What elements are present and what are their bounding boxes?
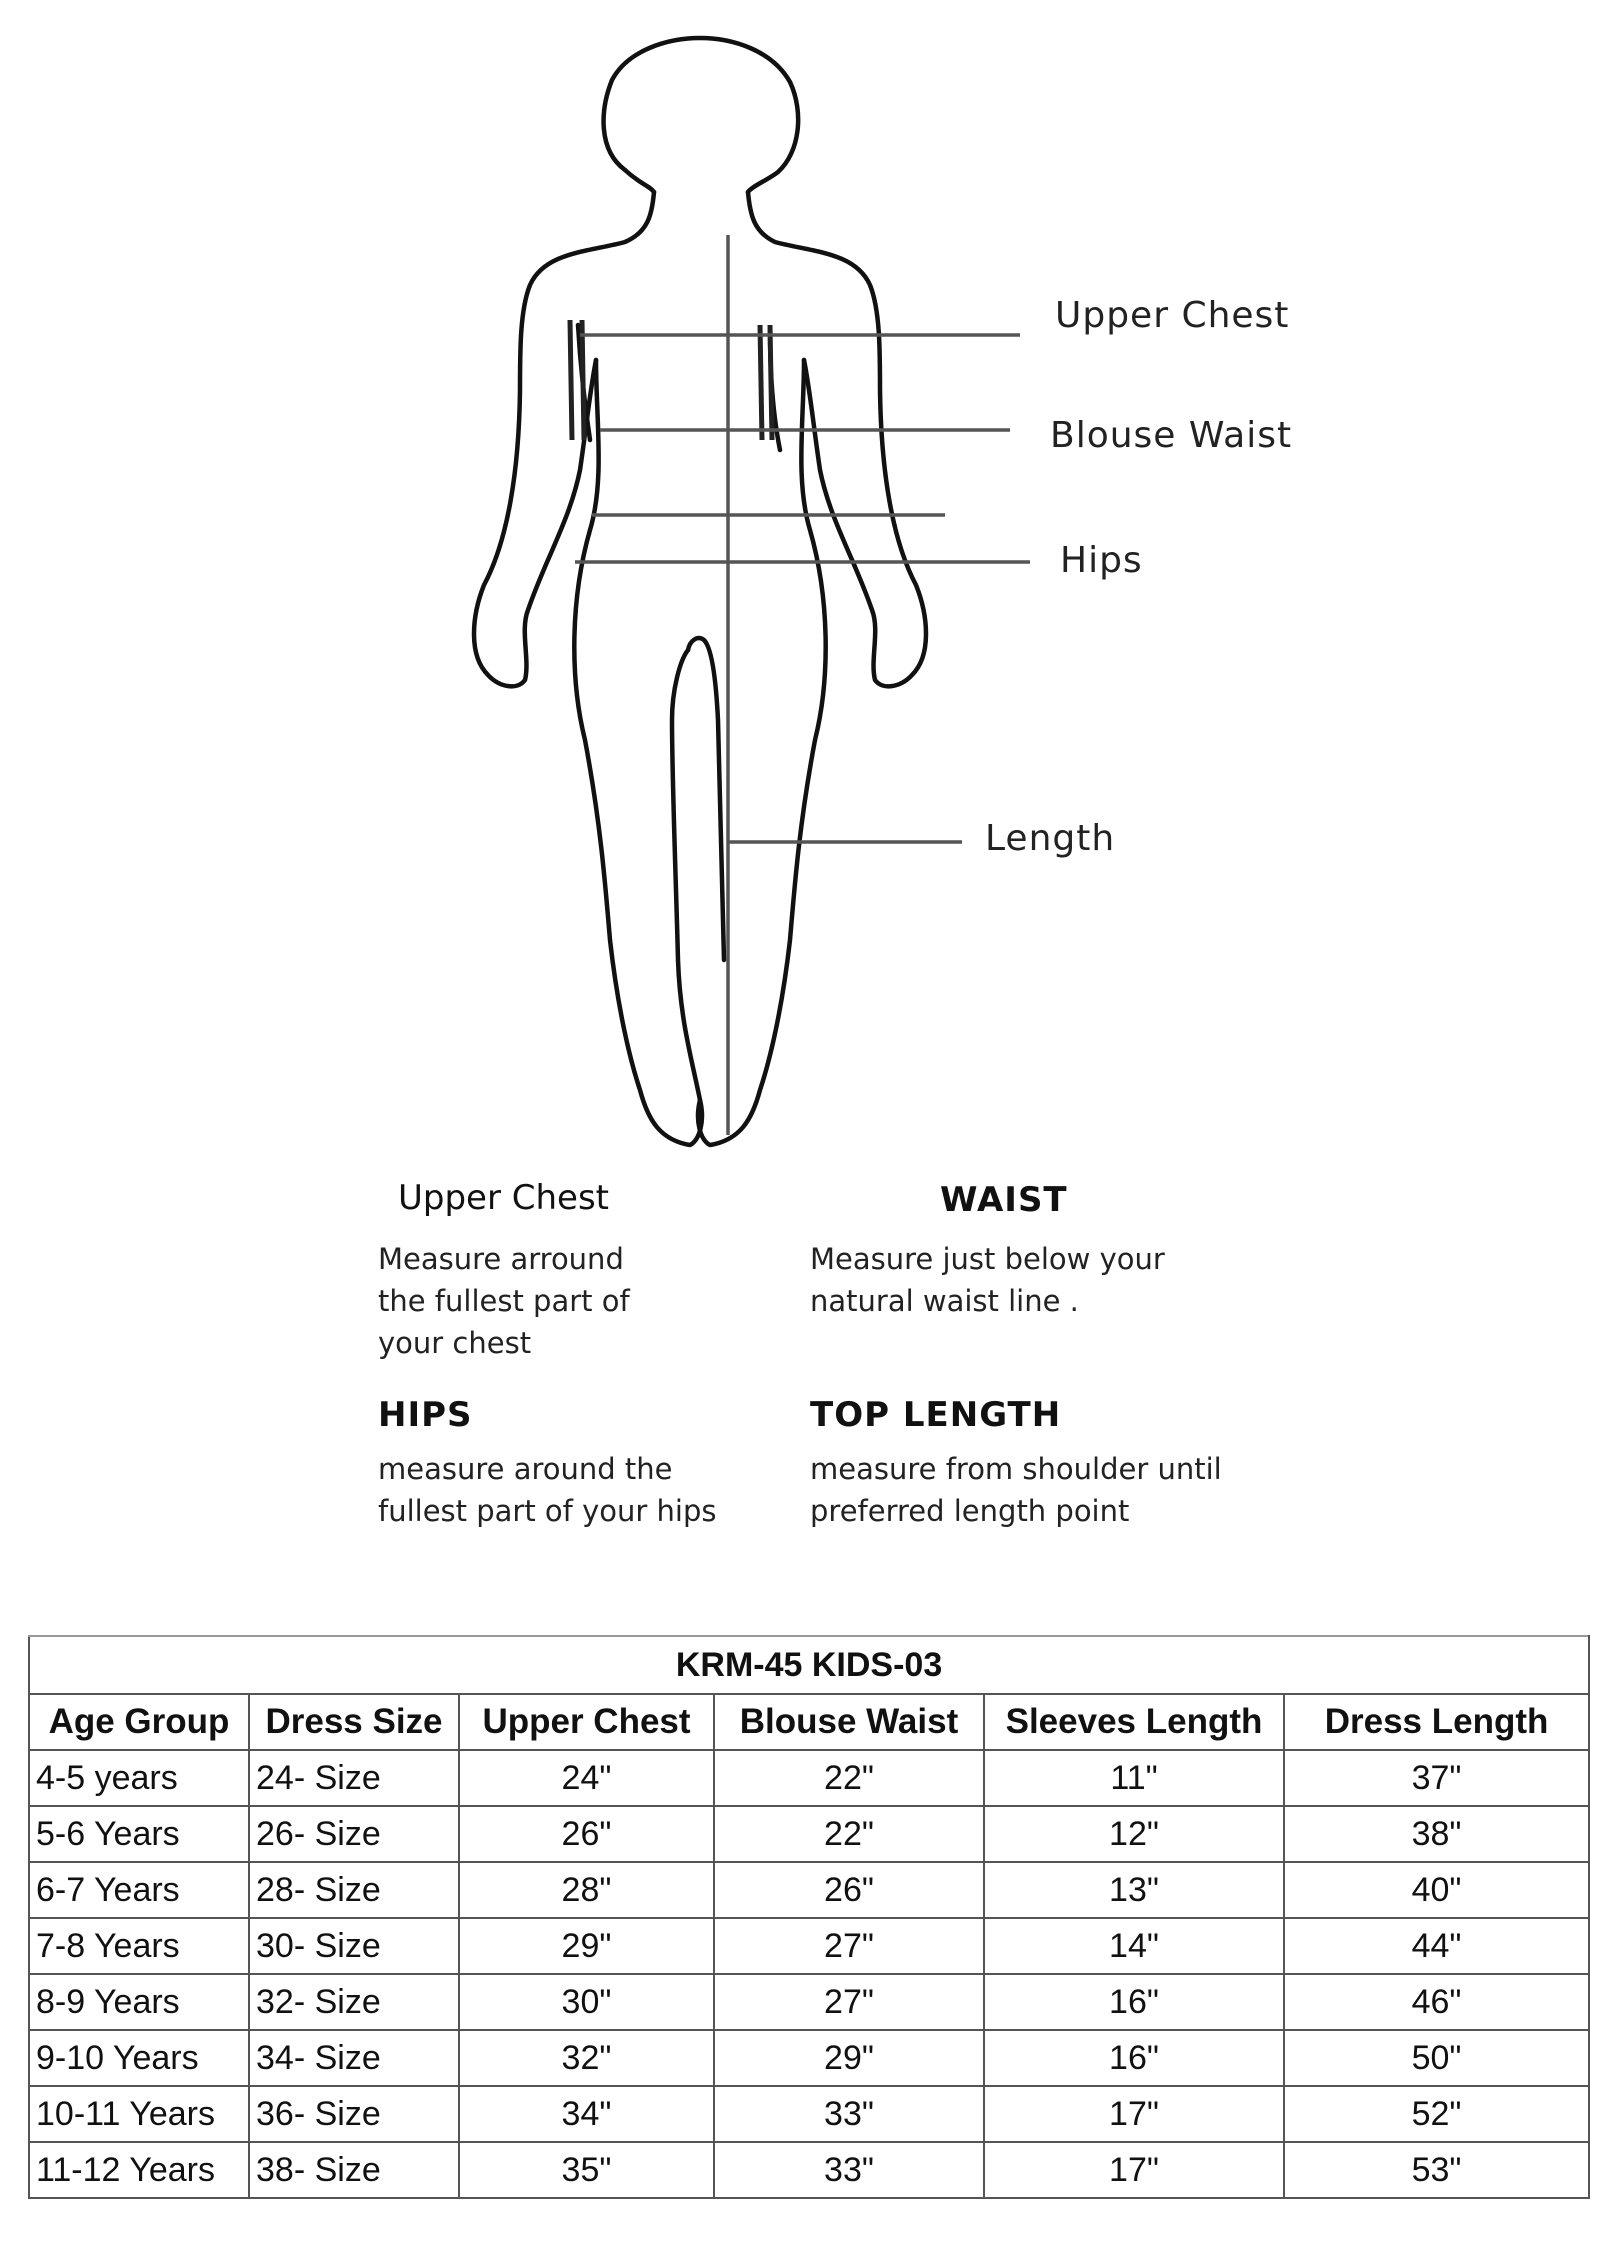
cell-dress-length: 40" — [1284, 1862, 1589, 1918]
hair-outline — [625, 170, 654, 192]
column-header-age-group: Age Group — [29, 1694, 249, 1750]
cell-sleeves-length: 14" — [984, 1918, 1284, 1974]
cell-upper-chest: 24" — [459, 1750, 714, 1806]
cell-dress-size: 26- Size — [249, 1806, 459, 1862]
cell-dress-size: 34- Size — [249, 2030, 459, 2086]
cell-age-group: 10-11 Years — [29, 2086, 249, 2142]
cell-dress-size: 36- Size — [249, 2086, 459, 2142]
instruction-desc-top-length — [810, 1448, 1222, 1532]
table-row — [29, 1750, 1589, 1806]
table-row — [29, 2030, 1589, 2086]
head-outline — [604, 38, 799, 192]
cell-dress-length: 37" — [1284, 1750, 1589, 1806]
cell-upper-chest: 29" — [459, 1918, 714, 1974]
cell-blouse-waist: 22" — [714, 1806, 984, 1862]
instruction-title-upper-chest: Upper Chest — [398, 1178, 610, 1218]
column-header-dress-length: Dress Length — [1284, 1694, 1589, 1750]
instruction-line: measure from shoulder until — [810, 1452, 1222, 1486]
instruction-title-top-length: TOP LENGTH — [810, 1395, 1062, 1435]
callout-length: Length — [985, 818, 1116, 859]
cell-upper-chest: 28" — [459, 1862, 714, 1918]
size-chart-table — [28, 1635, 1590, 2199]
table-row — [29, 1918, 1589, 1974]
table-row — [29, 1974, 1589, 2030]
callout-blouse-waist: Blouse Waist — [1050, 415, 1293, 456]
cell-age-group: 6-7 Years — [29, 1862, 249, 1918]
table-header-row — [29, 1694, 1589, 1750]
callout-upper-chest: Upper Chest — [1055, 295, 1290, 336]
cell-dress-size: 30- Size — [249, 1918, 459, 1974]
table-row — [29, 1862, 1589, 1918]
cell-dress-length: 50" — [1284, 2030, 1589, 2086]
instruction-line: Measure arround — [378, 1242, 624, 1276]
instruction-desc-hips — [378, 1448, 716, 1532]
cell-blouse-waist: 33" — [714, 2086, 984, 2142]
cell-sleeves-length: 12" — [984, 1806, 1284, 1862]
table-row — [29, 2142, 1589, 2198]
table-body — [29, 1750, 1589, 2198]
cell-sleeves-length: 13" — [984, 1862, 1284, 1918]
cell-upper-chest: 26" — [459, 1806, 714, 1862]
table-title-row — [29, 1636, 1589, 1694]
cell-age-group: 7-8 Years — [29, 1918, 249, 1974]
table-row — [29, 2086, 1589, 2142]
cell-blouse-waist: 33" — [714, 2142, 984, 2198]
cell-sleeves-length: 17" — [984, 2142, 1284, 2198]
right-armhole-mark — [760, 325, 772, 440]
cell-dress-length: 52" — [1284, 2086, 1589, 2142]
left-side-outline — [474, 192, 654, 686]
cell-upper-chest: 35" — [459, 2142, 714, 2198]
cell-age-group: 4-5 years — [29, 1750, 249, 1806]
cell-sleeves-length: 17" — [984, 2086, 1284, 2142]
callout-hips: Hips — [1060, 540, 1143, 581]
cell-upper-chest: 30" — [459, 1974, 714, 2030]
cell-dress-size: 28- Size — [249, 1862, 459, 1918]
cell-age-group: 9-10 Years — [29, 2030, 249, 2086]
table-title: KRM-45 KIDS-03 — [29, 1636, 1589, 1694]
cell-dress-length: 44" — [1284, 1918, 1589, 1974]
right-side-outline — [748, 192, 926, 686]
cell-sleeves-length: 16" — [984, 2030, 1284, 2086]
table-row — [29, 1806, 1589, 1862]
cell-dress-size: 32- Size — [249, 1974, 459, 2030]
cell-dress-length: 38" — [1284, 1806, 1589, 1862]
torso-left-outline — [574, 360, 702, 1145]
cell-dress-size: 38- Size — [249, 2142, 459, 2198]
cell-dress-length: 53" — [1284, 2142, 1589, 2198]
cell-blouse-waist: 22" — [714, 1750, 984, 1806]
column-header-upper-chest: Upper Chest — [459, 1694, 714, 1750]
instruction-line: Measure just below your — [810, 1242, 1165, 1276]
instruction-line: natural waist line . — [810, 1284, 1079, 1318]
instruction-desc-waist — [810, 1238, 1165, 1322]
cell-dress-length: 46" — [1284, 1974, 1589, 2030]
instruction-title-waist: WAIST — [940, 1180, 1068, 1220]
instruction-desc-upper-chest — [378, 1238, 630, 1364]
cell-upper-chest: 34" — [459, 2086, 714, 2142]
crotch-outline — [688, 638, 724, 960]
cell-blouse-waist: 26" — [714, 1862, 984, 1918]
cell-age-group: 8-9 Years — [29, 1974, 249, 2030]
instruction-line: fullest part of your hips — [378, 1494, 717, 1528]
instruction-line: measure around the — [378, 1452, 673, 1486]
cell-blouse-waist: 29" — [714, 2030, 984, 2086]
cell-age-group: 11-12 Years — [29, 2142, 249, 2198]
cell-age-group: 5-6 Years — [29, 1806, 249, 1862]
instruction-title-hips: HIPS — [378, 1395, 473, 1435]
column-header-sleeves-length: Sleeves Length — [984, 1694, 1284, 1750]
cell-sleeves-length: 11" — [984, 1750, 1284, 1806]
instruction-line: the fullest part of — [378, 1284, 630, 1318]
cell-blouse-waist: 27" — [714, 1974, 984, 2030]
column-header-blouse-waist: Blouse Waist — [714, 1694, 984, 1750]
cell-blouse-waist: 27" — [714, 1918, 984, 1974]
instruction-line: your chest — [378, 1326, 532, 1360]
cell-dress-size: 24- Size — [249, 1750, 459, 1806]
instruction-line: preferred length point — [810, 1494, 1130, 1528]
cell-sleeves-length: 16" — [984, 1974, 1284, 2030]
cell-upper-chest: 32" — [459, 2030, 714, 2086]
column-header-dress-size: Dress Size — [249, 1694, 459, 1750]
